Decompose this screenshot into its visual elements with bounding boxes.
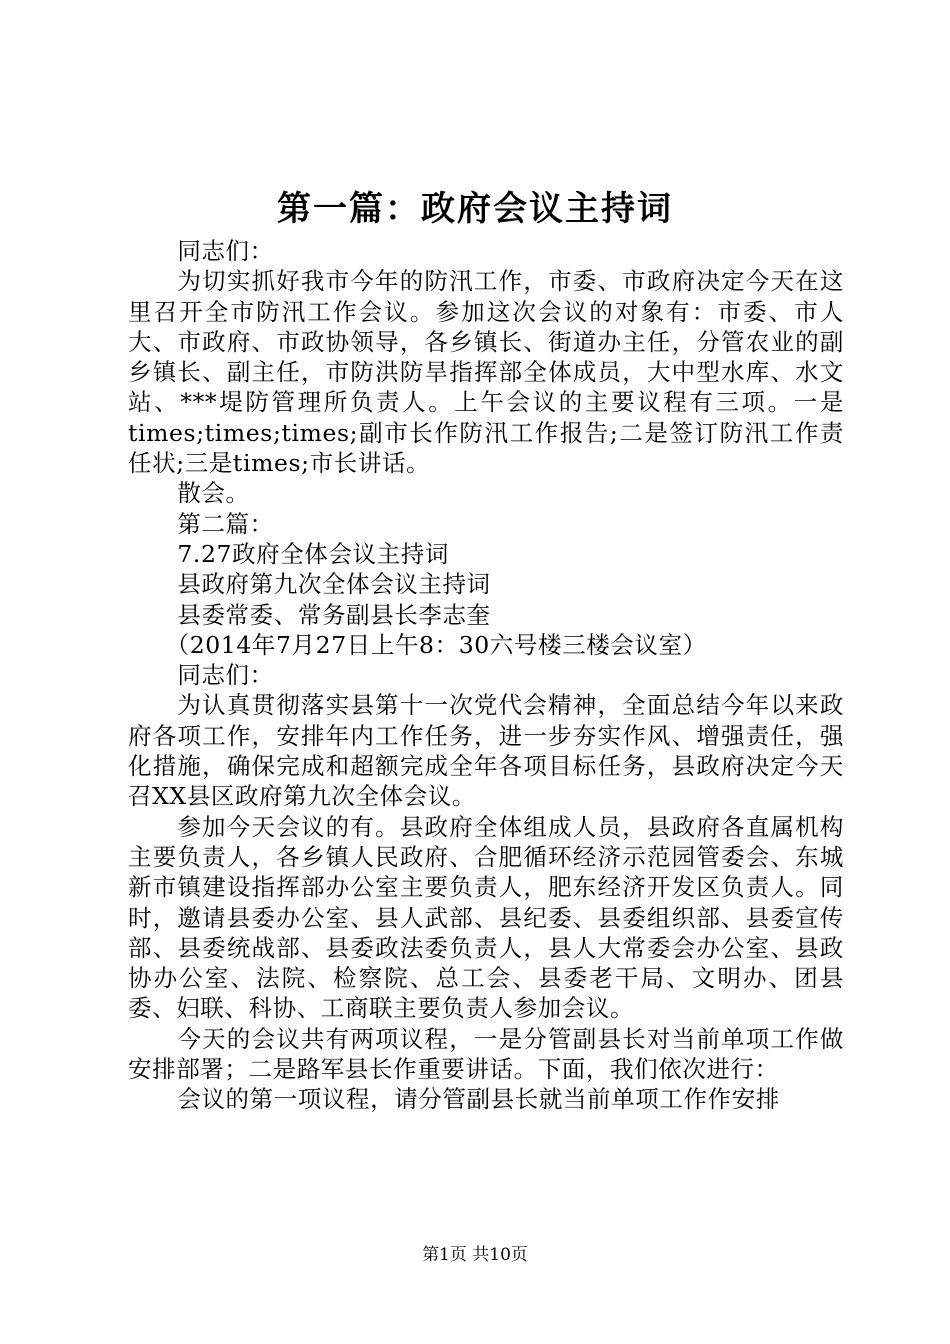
paragraph: 为认真贯彻落实县第十一次党代会精神，全面总结今年以来政府各项工作，安排年内工作任务，进一步夯实作风、增强责任，强化措施，确保完成和超额完成全年各项目标任务，县政府决定今天召XX县区政府第九次全体会议。 [128, 691, 844, 811]
paragraph: 同志们： [177, 661, 274, 690]
paragraph: 同志们： [177, 237, 274, 265]
paragraph: 第二篇： [177, 509, 274, 538]
paragraph: 散会。 [177, 479, 250, 508]
paragraph: 7.27政府全体会议主持词 [177, 539, 449, 568]
document-body [128, 236, 844, 1115]
paragraph: 今天的会议共有两项议程，一是分管副县长对当前单项工作做安排部署；二是路军县长作重要讲话。下面，我们依次进行： [128, 1024, 844, 1084]
paragraph: （2014年7月27日上午8：30六号楼三楼会议室） [165, 630, 707, 659]
paragraph: 为切实抓好我市今年的防汛工作，市委、市政府决定今天在这里召开全市防汛工作会议。参加这次会议的对象有：市委、市人大、市政府、市政协领导，各乡镇长、街道办主任，分管农业的副乡镇长、副主任，市防洪防旱指挥部全体成员，大中型水库、水文站、***堤防管理所负责人。上午会议的主要议程有三项。一是times;times;times;副市长作防汛工作报告;二是签订防汛工作责任状;三是times;市长讲话。 [128, 267, 844, 478]
document-title: 第一篇：政府会议主持词 [277, 189, 673, 229]
page-footer: 第1页 共10页 [422, 1245, 528, 1265]
paragraph: 县政府第九次全体会议主持词 [177, 570, 491, 599]
paragraph: 会议的第一项议程，请分管副县长就当前单项工作作安排 [177, 1085, 780, 1114]
paragraph: 参加今天会议的有。县政府全体组成人员，县政府各直属机构主要负责人，各乡镇人民政府、合肥循环经济示范园管委会、东城新市镇建设指挥部办公室主要负责人，肥东经济开发区负责人。同时，邀请县委办公室、县人武部、县纪委、县委组织部、县委宣传部、县委统战部、县委政法委负责人，县人大常委会办公室、县政协办公室、法院、检察院、总工会、县委老干局、文明办、团县委、妇联、科协、工商联主要负责人参加会议。 [128, 812, 844, 1023]
paragraph: 县委常委、常务副县长李志奎 [177, 600, 491, 629]
